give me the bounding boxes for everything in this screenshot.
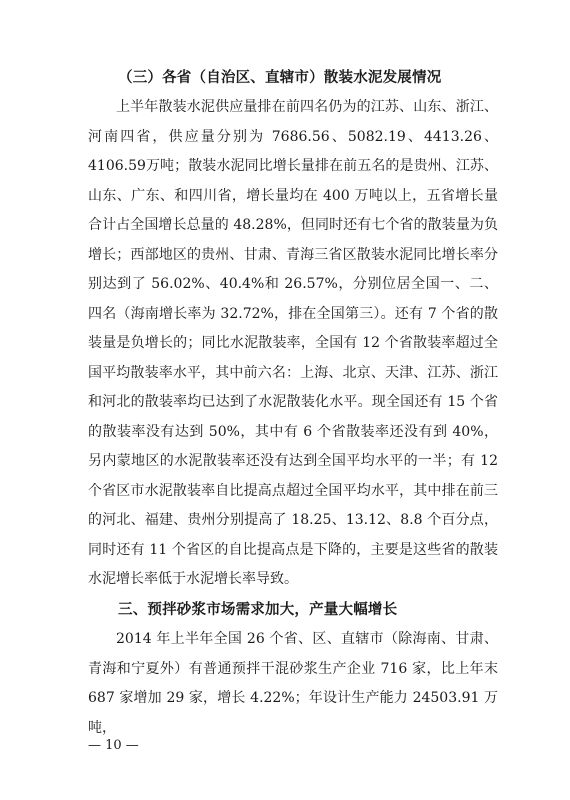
page-number: — 10 — bbox=[88, 738, 139, 753]
section-heading: （三）各省（自治区、直辖市）散装水泥发展情况 bbox=[118, 70, 442, 86]
body-paragraph: 上半年散装水泥供应量排在前四名仍为的江苏、山东、浙江、河南四省，供应量分别为 7686.56、5082.19、4413.26、4106.59万吨；散装水泥同比增长量排在前五名的是贵州、江苏、山东、广东、和四川省，增长量均在 400 万吨以上，五省增长量合计占全国增长总量的 48.28%，但同时还有七个省的散装量为负增长；西部地区的贵州、甘肃、青海三省区散装水泥同比增长率分别达到了 56.02%、40.4%和 26.57%，分别位居全国一、二、四名（海南增长率为 32.72%，排在全国第三）。还有 7 个省的散装量是负增长的；同比水泥散装率，全国有 12 个省散装率超过全国平均散装率水平，其中前六名：上海、北京、天津、江苏、浙江和河北的散装率均已达到了水泥散装化水平。现全国还有 15 个省的散装率没有达到 50%，其中有 6 个省散装率还没有到 40%，另内蒙地区的水泥散装率还没有达到全国平均水平的一半；有 12 个省区市水泥散装率自比提高点超过全国平均水平，其中排在前三的河北、福建、贵州分别提高了 18.25、13.12、8.8 个百分点，同时还有 11 个省区的自比提高点是下降的，主要是这些省的散装水泥增长率低于水泥增长率导致。 bbox=[88, 99, 498, 587]
body-paragraph: 2014 年上半年全国 26 个省、区、直辖市（除海南、甘肃、青海和宁夏外）有普通预拌干混砂浆生产企业 716 家，比上年末 687 家增加 29 家，增长 4.22%；年设计生产能力 24503.91 万吨， bbox=[88, 631, 498, 736]
main-heading: 三、预拌砂浆市场需求加大，产量大幅增长 bbox=[118, 602, 398, 618]
